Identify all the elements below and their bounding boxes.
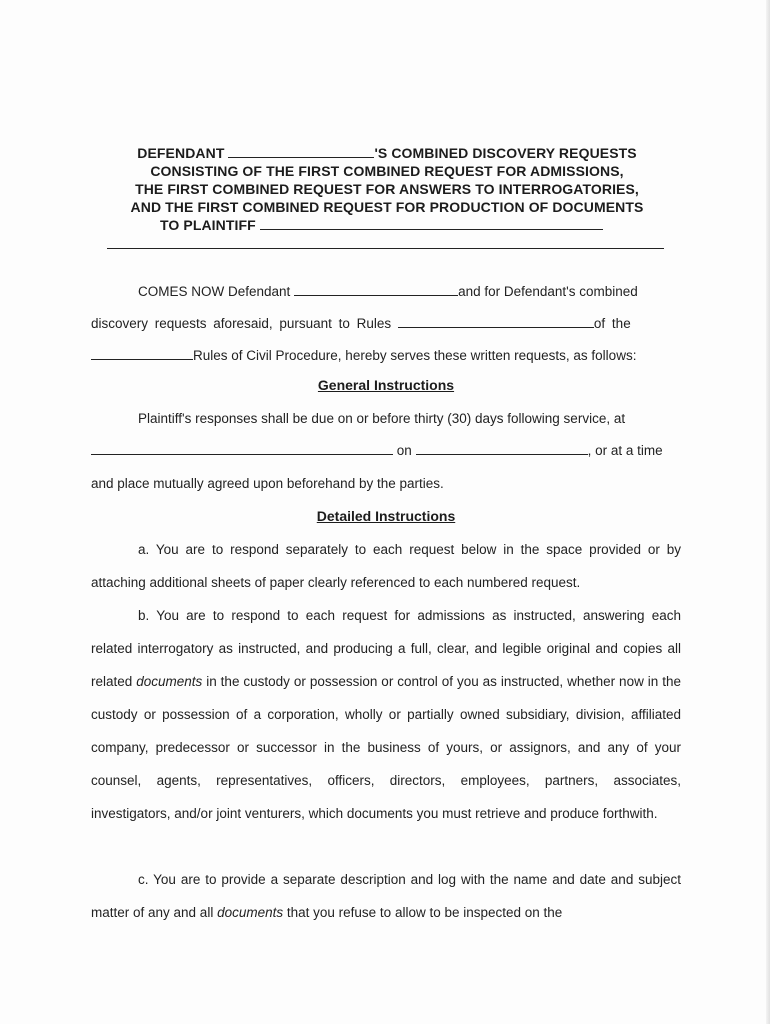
defendant-name-blank — [228, 145, 374, 158]
title-line-1: DEFENDANT 'S COMBINED DISCOVERY REQUESTS — [137, 145, 637, 161]
title-line-3: THE FIRST COMBINED REQUEST FOR ANSWERS TO INTERROGATORIES, — [135, 181, 639, 197]
title-line-4: AND THE FIRST COMBINED REQUEST FOR PRODUCTION OF DOCUMENTS — [130, 199, 644, 215]
title-line-5: TO PLAINTIFF — [90, 216, 684, 234]
plaintiff-name-blank — [260, 217, 603, 230]
intro-line-2: discovery requests aforesaid, pursuant to Rules of the — [91, 316, 631, 331]
date-blank — [416, 442, 588, 455]
page-edge — [766, 0, 770, 1024]
instruction-a: a. You are to respond separately to each request below in the space provided or by attaching additional sheets of paper clearly referenced to each numbered request. — [91, 542, 681, 590]
general-line-3: and place mutually agreed upon beforehand by the parties. — [91, 476, 444, 491]
place-blank — [91, 442, 393, 455]
defendant-blank — [294, 283, 458, 296]
general-instructions-heading: General Instructions — [317, 377, 455, 393]
rules-blank — [398, 315, 594, 328]
document-title — [90, 144, 684, 234]
general-line-2: on , or at a time — [91, 441, 681, 461]
instruction-b: b. You are to respond to each request for admissions as instructed, answering each related interrogatory as instructed, and producing a full, clear, and legible original and copies all related documents in the custody or possession or control of you as instructed, whether now in the custody or possession of a corporation, wholly or partially owned subsidiary, division, affiliated company, predecessor or successor in the business of yours, or assignors, and any of your counsel, agents, representatives, officers, directors, employees, partners, associates, investigators, and/or joint venturers, which documents you must retrieve and produce forthwith. — [91, 608, 681, 821]
general-line-1: Plaintiff's responses shall be due on or before thirty (30) days following service, at — [138, 411, 626, 426]
state-blank — [91, 347, 193, 360]
title-rule — [107, 248, 664, 249]
detailed-instructions-heading: Detailed Instructions — [316, 508, 456, 524]
intro-line-1: COMES NOW Defendant and for Defendant's combined — [138, 284, 638, 299]
intro-line-3: Rules of Civil Procedure, hereby serves these written requests, as follows: — [91, 346, 681, 366]
title-line-2: CONSISTING OF THE FIRST COMBINED REQUEST FOR ADMISSIONS, — [150, 163, 624, 179]
instruction-c: c. You are to provide a separate description and log with the name and date and subject matter of any and all documents that you refuse to allow to be inspected on the — [91, 872, 681, 920]
